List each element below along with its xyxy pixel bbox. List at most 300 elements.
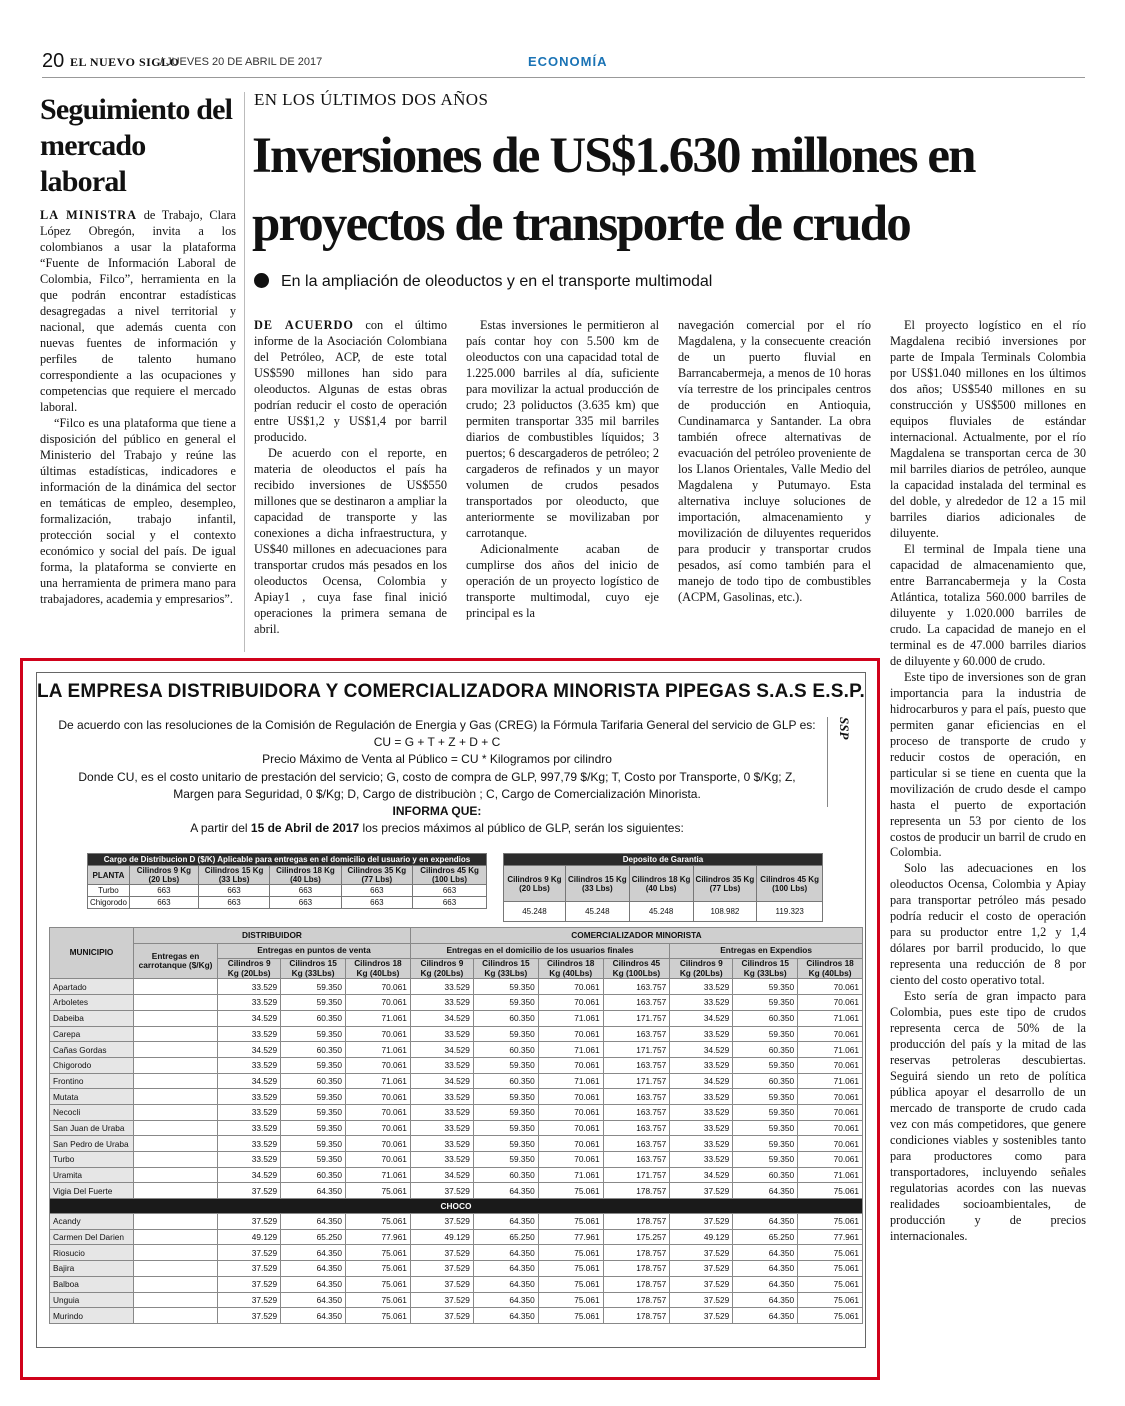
price-cell: 64.350 (733, 1261, 798, 1277)
issue-date: / JUEVES 20 DE ABRIL DE 2017 (160, 56, 323, 68)
price-cell: 65.250 (281, 1229, 346, 1245)
price-cell: 163.757 (603, 995, 670, 1011)
price-cell (134, 995, 218, 1011)
price-cell: 75.061 (538, 1292, 603, 1308)
price-cell: 178.757 (603, 1308, 670, 1324)
price-cell: 33.529 (410, 1152, 473, 1168)
subheadline-text: En la ampliación de oleoductos y en el transporte multimodal (281, 273, 713, 290)
newspaper-name: EL NUEVO SIGLO (70, 55, 180, 69)
price-cell: 59.350 (733, 1026, 798, 1042)
price-cell (134, 1057, 218, 1073)
price-cell: 75.061 (346, 1276, 411, 1292)
price-cell: 71.061 (346, 1167, 411, 1183)
price-cell (134, 1089, 218, 1105)
price-cell: 171.757 (603, 1010, 670, 1026)
price-cell: 163.757 (603, 1152, 670, 1168)
price-cell: 64.350 (281, 1183, 346, 1199)
price-cell (134, 1261, 218, 1277)
price-cell (134, 1010, 218, 1026)
price-cell: 60.350 (733, 1010, 798, 1026)
t1-header: Cilindros 45 Kg (100 Lbs) (413, 866, 487, 885)
col-comercializador: COMERCIALIZADOR MINORISTA (410, 928, 862, 944)
price-cell: 64.350 (733, 1214, 798, 1230)
article-headline: Inversiones de US$1.630 millones en proyectos de transporte de crudo (252, 128, 975, 252)
price-cell: 178.757 (603, 1292, 670, 1308)
price-cell: 70.061 (346, 979, 411, 995)
ssp-logo (827, 717, 857, 807)
municipio-name: Cañas Gordas (50, 1042, 134, 1058)
price-cell: 33.529 (670, 1120, 733, 1136)
municipio-name: Necocli (50, 1104, 134, 1120)
page-header (42, 50, 1085, 78)
col4-p3: Este tipo de inversiones son de gran importancia para la industria de hidrocarburos y para el país, puesto que permiten ganar eficiencias en el proceso de transporte de crudo y reducir costos de operación, en particular si se tiene en cuenta que la movilización de crudo desde el campo hasta el puerto de exportación representa un 53 por ciento de los costos de producir un barril de crudo en Colombia. (890, 669, 1086, 860)
price-cell: 178.757 (603, 1183, 670, 1199)
price-table (49, 927, 863, 1324)
price-cell: 163.757 (603, 1026, 670, 1042)
price-cell: 70.061 (538, 979, 603, 995)
price-cell: 49.129 (410, 1229, 473, 1245)
price-cell: 59.350 (281, 1089, 346, 1105)
price-cell: 59.350 (473, 979, 538, 995)
municipio-name: Arboletes (50, 995, 134, 1011)
price-cell: 171.757 (603, 1042, 670, 1058)
price-cell: 64.350 (733, 1292, 798, 1308)
t2-header: Cilindros 45 Kg (100 Lbs) (757, 866, 823, 902)
price-cell (134, 1214, 218, 1230)
price-cell (134, 1073, 218, 1089)
price-cell: 37.529 (670, 1292, 733, 1308)
col-c18: Cilindros 18 Kg (40Lbs) (798, 959, 863, 979)
price-cell: 70.061 (538, 1136, 603, 1152)
municipio-name: Uramita (50, 1167, 134, 1183)
price-cell: 59.350 (473, 1089, 538, 1105)
price-cell: 34.529 (218, 1010, 281, 1026)
ad-text (47, 717, 827, 837)
price-cell: 65.250 (733, 1229, 798, 1245)
price-cell: 64.350 (281, 1292, 346, 1308)
municipio-name: Turbo (50, 1152, 134, 1168)
col-domicilio: Entregas en el domicilio de los usuarios finales (410, 943, 669, 959)
price-cell: 33.529 (670, 979, 733, 995)
col-municipio: MUNICIPIO (50, 928, 134, 979)
price-cell: 70.061 (798, 995, 863, 1011)
price-cell: 175.257 (603, 1229, 670, 1245)
price-cell: 70.061 (798, 1120, 863, 1136)
price-cell: 37.529 (670, 1308, 733, 1324)
price-cell: 59.350 (733, 1120, 798, 1136)
sidebar-body (40, 208, 236, 608)
price-cell (134, 1042, 218, 1058)
municipio-name: Balboa (50, 1276, 134, 1292)
price-cell: 59.350 (473, 1136, 538, 1152)
price-cell (134, 1152, 218, 1168)
price-cell: 33.529 (410, 1026, 473, 1042)
price-cell: 37.529 (218, 1183, 281, 1199)
price-cell: 75.061 (798, 1308, 863, 1324)
municipio-name: Carmen Del Darien (50, 1229, 134, 1245)
table-row (50, 1292, 863, 1308)
price-cell: 75.061 (538, 1183, 603, 1199)
table-row (50, 1010, 863, 1026)
price-cell: 34.529 (670, 1010, 733, 1026)
t1-header: Cilindros 18 Kg (40 Lbs) (270, 866, 341, 885)
price-cell: 70.061 (798, 1057, 863, 1073)
price-cell: 70.061 (538, 1152, 603, 1168)
col-c9: Cilindros 9 Kg (20Lbs) (218, 959, 281, 979)
price-cell: 64.350 (281, 1276, 346, 1292)
price-cell: 33.529 (670, 1136, 733, 1152)
price-cell: 34.529 (410, 1167, 473, 1183)
price-cell: 33.529 (218, 1120, 281, 1136)
article-kicker: EN LOS ÚLTIMOS DOS AÑOS (254, 90, 489, 109)
price-cell: 64.350 (473, 1292, 538, 1308)
price-cell: 75.061 (798, 1183, 863, 1199)
t1-header: Cilindros 15 Kg (33 Lbs) (198, 866, 269, 885)
sidebar-p1: de Trabajo, Clara López Obregón, invita a los colombianos a usar la plataforma “Fuente de Información Laboral de Colombia, Filco”, herramienta en la que podrán encontrar estadísticas desagregadas a nivel territorial y nacional, que además cuenta con nuevas fuentes de información y perfiles de talento humano correspondiente a las ocupaciones y competencias que requiere el mercado laboral. (40, 208, 236, 414)
table-row: Chigorodo 663 663 663 663 663 (88, 897, 487, 909)
price-cell: 59.350 (733, 979, 798, 995)
deposit-table (503, 853, 823, 922)
price-cell: 49.129 (670, 1229, 733, 1245)
price-cell: 59.350 (281, 979, 346, 995)
price-cell: 59.350 (733, 1152, 798, 1168)
price-cell: 60.350 (733, 1073, 798, 1089)
table-row (50, 1308, 863, 1324)
price-cell: 37.529 (218, 1245, 281, 1261)
price-cell: 33.529 (670, 995, 733, 1011)
price-cell: 60.350 (473, 1167, 538, 1183)
table-row (50, 1214, 863, 1230)
price-cell: 75.061 (346, 1292, 411, 1308)
price-cell (134, 1183, 218, 1199)
price-cell: 37.529 (410, 1245, 473, 1261)
ad-line-1: De acuerdo con las resoluciones de la Comisión de Regulación de Energia y Gas (CREG) la Fórmula Tarifaria General del servicio de GLP es: (58, 718, 816, 732)
article-column-2 (466, 318, 659, 622)
col1-p1: con el último informe de la Asociación Colombiana del Petróleo, ACP, de este total US$590 millones han sido para oleoductos. Algunas de estas obras podrían reducir el costo de operación entre US$1,2 y US$1,4 por barril producido. (254, 318, 447, 444)
price-cell: 70.061 (798, 979, 863, 995)
price-cell: 70.061 (798, 1152, 863, 1168)
price-cell: 33.529 (670, 1104, 733, 1120)
ad-informa: INFORMA QUE: (392, 804, 482, 819)
price-cell: 37.529 (218, 1214, 281, 1230)
price-cell: 178.757 (603, 1261, 670, 1277)
municipio-name: Vigia Del Fuerte (50, 1183, 134, 1199)
price-cell: 70.061 (798, 1026, 863, 1042)
price-cell: 70.061 (346, 1136, 411, 1152)
price-cell: 64.350 (473, 1276, 538, 1292)
price-cell: 75.061 (538, 1308, 603, 1324)
sidebar-p2: “Filco es una plataforma que tiene a disposición del público en general el Ministerio del Trabajo y reúne las últimas estadísticas, indicadores e información de la dinámica del sector en temáticas de empleo, desempleo, formalización, trabajo infantil, protección social y el contexto económico y social del país. De igual forma, la plataforma se convierte en una herramienta de primera mano para trabajadores, academia y empresarios”. (40, 415, 236, 606)
price-cell: 33.529 (410, 1089, 473, 1105)
price-cell: 34.529 (218, 1042, 281, 1058)
table-row (50, 1261, 863, 1277)
price-cell: 34.529 (410, 1073, 473, 1089)
table-row: 45.248 45.248 45.248 108.982 119.323 (504, 902, 823, 922)
price-cell: 60.350 (473, 1010, 538, 1026)
col-expendios: Entregas en Expendios (670, 943, 863, 959)
price-cell: 75.061 (538, 1245, 603, 1261)
price-cell: 75.061 (346, 1261, 411, 1277)
article-column-1 (254, 318, 447, 638)
price-cell: 71.061 (798, 1042, 863, 1058)
price-cell: 75.061 (798, 1261, 863, 1277)
price-cell: 33.529 (218, 1104, 281, 1120)
t1-header: Cilindros 35 Kg (77 Lbs) (341, 866, 412, 885)
price-cell (134, 979, 218, 995)
price-cell: 33.529 (410, 1104, 473, 1120)
price-cell: 64.350 (473, 1261, 538, 1277)
price-cell: 75.061 (346, 1183, 411, 1199)
price-cell: 37.529 (670, 1183, 733, 1199)
table-row (50, 995, 863, 1011)
distribution-charge-table (87, 853, 487, 909)
table-row (50, 1073, 863, 1089)
price-cell: 70.061 (346, 1104, 411, 1120)
ad-line-3: Precio Máximo de Venta al Público = CU * Kilogramos por cilindro (262, 752, 612, 767)
table-row (50, 1026, 863, 1042)
price-cell: 33.529 (410, 979, 473, 995)
table-row (50, 1136, 863, 1152)
article-subheadline (254, 273, 712, 291)
price-cell: 33.529 (218, 979, 281, 995)
region-choco: CHOCO (50, 1199, 863, 1214)
price-cell: 37.529 (218, 1261, 281, 1277)
price-cell: 70.061 (798, 1136, 863, 1152)
price-cell (134, 1229, 218, 1245)
price-cell: 34.529 (410, 1010, 473, 1026)
price-cell: 163.757 (603, 1120, 670, 1136)
col2-p1: Estas inversiones le permitieron al país contar hoy con 5.500 km de oleoductos con una capacidad total de 1.225.000 barriles al día, suficiente para movilizar la actual producción de crudo; 23 poliductos (3.635 km) que permiten transportar 335 mil barriles diarios de combustibles líquidos; 3 puertos; 6 descargaderos de petróleo; 2 cargaderos de refinados y un mayor volumen de crudos pesados transportados por oleoducto, que anteriormente se movilizaban por carrotanque. (466, 318, 659, 540)
price-cell: 163.757 (603, 1104, 670, 1120)
price-cell: 59.350 (473, 995, 538, 1011)
price-cell: 70.061 (346, 1057, 411, 1073)
municipio-name: Acandy (50, 1214, 134, 1230)
municipio-name: Frontino (50, 1073, 134, 1089)
price-cell: 71.061 (798, 1010, 863, 1026)
price-cell: 75.061 (798, 1292, 863, 1308)
t1-header: PLANTA (88, 866, 130, 885)
price-cell: 59.350 (473, 1057, 538, 1073)
price-cell: 59.350 (473, 1104, 538, 1120)
municipio-name: Carepa (50, 1026, 134, 1042)
t2-header: Cilindros 18 Kg (40 Lbs) (629, 866, 693, 902)
price-cell: 178.757 (603, 1276, 670, 1292)
ssp-logo-icon: SSP (837, 717, 852, 740)
column-divider (244, 92, 245, 652)
price-cell: 178.757 (603, 1214, 670, 1230)
price-cell: 75.061 (538, 1276, 603, 1292)
price-cell: 163.757 (603, 979, 670, 995)
pipegas-advertisement (36, 672, 866, 1348)
t2-title: Deposito de Garantia (504, 854, 823, 866)
price-cell: 75.061 (346, 1245, 411, 1261)
table-row (50, 1089, 863, 1105)
table-row (50, 1152, 863, 1168)
price-cell: 71.061 (538, 1167, 603, 1183)
price-cell: 59.350 (733, 1057, 798, 1073)
table-row (50, 1120, 863, 1136)
municipio-name: Unguia (50, 1292, 134, 1308)
price-cell: 33.529 (410, 1136, 473, 1152)
ad-line-7: A partir del 15 de Abril de 2017 los precios máximos al público de GLP, serán los siguientes: (190, 821, 684, 836)
t1-title: Cargo de Distribucion D ($/K) Aplicable para entregas en el domicilio del usuario y en expendios (88, 854, 487, 866)
ad-line-4: Donde CU, es el costo unitario de prestación del servicio; G, costo de compra de GLP, 997,79 $/Kg; T, Costo por Transporte, 0 $/Kg; Z, (78, 769, 796, 784)
price-cell: 37.529 (218, 1292, 281, 1308)
price-cell: 71.061 (346, 1042, 411, 1058)
price-cell: 33.529 (670, 1152, 733, 1168)
price-cell (134, 1292, 218, 1308)
price-cell: 59.350 (733, 1136, 798, 1152)
price-cell: 37.529 (410, 1183, 473, 1199)
price-cell: 70.061 (538, 995, 603, 1011)
col-carrotanque: Entregas en carrotanque ($/Kg) (134, 943, 218, 979)
price-cell: 34.529 (670, 1073, 733, 1089)
price-cell (134, 1276, 218, 1292)
article-column-4 (890, 318, 1086, 1245)
price-cell: 60.350 (473, 1073, 538, 1089)
price-cell: 64.350 (733, 1183, 798, 1199)
col-puntos-venta: Entregas en puntos de venta (218, 943, 411, 959)
col-c45: Cilindros 45 Kg (100Lbs) (603, 959, 670, 979)
municipio-name: San Juan de Uraba (50, 1120, 134, 1136)
price-cell: 70.061 (346, 1026, 411, 1042)
municipio-name: Riosucio (50, 1245, 134, 1261)
price-cell: 64.350 (733, 1276, 798, 1292)
price-cell: 60.350 (281, 1167, 346, 1183)
price-cell: 64.350 (281, 1261, 346, 1277)
price-cell: 37.529 (670, 1214, 733, 1230)
price-cell: 71.061 (538, 1042, 603, 1058)
price-cell: 70.061 (798, 1104, 863, 1120)
price-cell: 75.061 (538, 1261, 603, 1277)
price-cell: 59.350 (473, 1152, 538, 1168)
price-cell: 33.529 (218, 1152, 281, 1168)
table-row (50, 1042, 863, 1058)
price-cell: 59.350 (473, 1026, 538, 1042)
price-cell (134, 1136, 218, 1152)
price-cell: 37.529 (218, 1308, 281, 1324)
price-cell: 37.529 (410, 1261, 473, 1277)
col4-p2: El terminal de Impala tiene una capacidad de almacenamiento que, entre Barrancabermeja y la Costa Atlántica, totaliza 560.000 barriles de diluyente y 1.020.000 barriles de crudo. La capacidad de manejo en el terminal es de 47.000 barriles diarios de diluyente y 60.000 de crudo. (890, 541, 1086, 668)
price-cell: 64.350 (281, 1214, 346, 1230)
price-cell: 33.529 (218, 1089, 281, 1105)
price-cell: 65.250 (473, 1229, 538, 1245)
table-row (50, 979, 863, 995)
price-cell: 77.961 (538, 1229, 603, 1245)
price-cell: 64.350 (473, 1245, 538, 1261)
price-cell: 33.529 (410, 1057, 473, 1073)
price-cell: 33.529 (670, 1057, 733, 1073)
price-cell: 33.529 (670, 1026, 733, 1042)
price-cell: 60.350 (473, 1042, 538, 1058)
col-c15: Cilindros 15 Kg (33Lbs) (281, 959, 346, 979)
price-cell: 37.529 (670, 1261, 733, 1277)
municipio-name: Murindo (50, 1308, 134, 1324)
price-cell (134, 1308, 218, 1324)
price-cell: 59.350 (281, 1152, 346, 1168)
col4-p1: El proyecto logístico en el río Magdalena recibió inversiones por parte de Impala Terminals Colombia por US$1.040 millones en los últimos dos años; US$540 millones en su construcción y US$500 millones en equipos fluviales de estándar internacional. Actualmente, por el río Magdalena se transportan cerca de 30 mil barriles diarios de petróleo, aunque la capacidad instalada del terminal es del doble, y alrededor de 12 a 15 mil barriles diarios adicionales de diluyente. (890, 318, 1086, 540)
table-row (50, 1245, 863, 1261)
price-cell: 71.061 (346, 1010, 411, 1026)
price-cell: 71.061 (538, 1010, 603, 1026)
price-cell: 59.350 (733, 1104, 798, 1120)
price-cell: 77.961 (798, 1229, 863, 1245)
price-cell: 37.529 (218, 1276, 281, 1292)
t1-header: Cilindros 9 Kg (20 Lbs) (129, 866, 198, 885)
col1-p2: De acuerdo con el reporte, en materia de oleoductos el país ha recibido inversiones de US$550 millones que se destinaron a ampliar la capacidad de transporte y las conexiones a dicha infraestructura, y US$40 millones en adecuaciones para transportar crudos más pesados en los oleoductos Ocensa, Colombia y Apiay1 , cuya fase final inició operaciones la primera semana de abril. (254, 445, 447, 636)
price-cell: 34.529 (410, 1042, 473, 1058)
col3-p1: navegación comercial por el río Magdalena, y la consecuente creación de un puerto fluvial en Barrancabermeja, a menos de 10 horas vía terrestre de los principales centros de producción en Antioquia, Cundinamarca y Santander. La obra también ofrece alternativas de evacuación del petróleo proveniente de los Llanos Orientales, Valle Medio del Magdalena y Putumayo. Esta alternativa incluye soluciones de importación, almacenamiento y movilización de diluyentes requeridos para producir y transportar crudos pesados, así como también para el manejo de todo tipo de combustibles (ACPM, Gasolinas, etc.). (678, 318, 871, 604)
price-cell: 163.757 (603, 1089, 670, 1105)
price-cell: 70.061 (346, 1089, 411, 1105)
ad-line-5: Margen para Seguridad, 0 $/Kg; D, Cargo de distribuciòn ; C, Cargo de Comercialización Minorista. (173, 786, 701, 801)
article-column-3 (678, 318, 871, 606)
price-cell: 59.350 (281, 1120, 346, 1136)
price-cell: 59.350 (281, 1104, 346, 1120)
price-cell: 71.061 (798, 1167, 863, 1183)
col4-p5: Esto sería de gran impacto para Colombia, pues este tipo de crudos representa cerca de 50% de la producción del país y la mitad de las reservas petroleras descubiertas. Seguirá siendo un reto de política pública apoyar el desarrollo de un mercado de transporte de crudo cada vez con más competidores, que genere condiciones viables y sostenibles tanto para productores como para transportadores, incluyendo señales regulatorias acordes con las nuevas realidades socioambientales, de producción y de precios internacionales. (890, 989, 1086, 1244)
price-cell: 64.350 (473, 1308, 538, 1324)
table-row (50, 1276, 863, 1292)
price-cell: 37.529 (410, 1214, 473, 1230)
price-cell: 37.529 (410, 1292, 473, 1308)
price-cell: 33.529 (410, 995, 473, 1011)
price-cell (134, 1104, 218, 1120)
bullet-icon (254, 273, 269, 288)
price-cell: 70.061 (346, 1152, 411, 1168)
price-cell: 60.350 (281, 1073, 346, 1089)
price-cell (134, 1167, 218, 1183)
col-c15: Cilindros 15 Kg (33Lbs) (733, 959, 798, 979)
price-cell: 75.061 (798, 1214, 863, 1230)
price-cell (134, 1026, 218, 1042)
page-number: 20 (42, 50, 65, 72)
price-cell: 34.529 (670, 1167, 733, 1183)
price-cell: 75.061 (538, 1214, 603, 1230)
price-cell: 64.350 (473, 1183, 538, 1199)
ad-formula: CU = G + T + Z + D + C (373, 735, 501, 750)
price-cell: 37.529 (670, 1276, 733, 1292)
municipio-name: San Pedro de Uraba (50, 1136, 134, 1152)
table-row (50, 1229, 863, 1245)
price-cell: 34.529 (218, 1073, 281, 1089)
price-cell: 59.350 (281, 1026, 346, 1042)
table-row (50, 1183, 863, 1199)
municipio-name: Dabeiba (50, 1010, 134, 1026)
price-cell: 64.350 (281, 1245, 346, 1261)
t2-header: Cilindros 9 Kg (20 Lbs) (504, 866, 566, 902)
price-cell: 70.061 (538, 1057, 603, 1073)
price-cell: 75.061 (798, 1245, 863, 1261)
price-cell: 59.350 (281, 995, 346, 1011)
price-cell: 70.061 (346, 995, 411, 1011)
table-row (50, 1104, 863, 1120)
price-cell: 60.350 (281, 1010, 346, 1026)
municipio-name: Apartado (50, 979, 134, 995)
price-cell: 59.350 (733, 1089, 798, 1105)
price-cell: 59.350 (473, 1120, 538, 1136)
price-cell: 60.350 (733, 1042, 798, 1058)
table-row (50, 1167, 863, 1183)
municipio-name: Bajira (50, 1261, 134, 1277)
price-cell: 33.529 (218, 1136, 281, 1152)
price-cell: 33.529 (218, 995, 281, 1011)
municipio-name: Mutata (50, 1089, 134, 1105)
price-cell: 70.061 (538, 1026, 603, 1042)
price-cell: 59.350 (281, 1136, 346, 1152)
price-cell: 33.529 (218, 1026, 281, 1042)
col-c18: Cilindros 18 Kg (40Lbs) (346, 959, 411, 979)
